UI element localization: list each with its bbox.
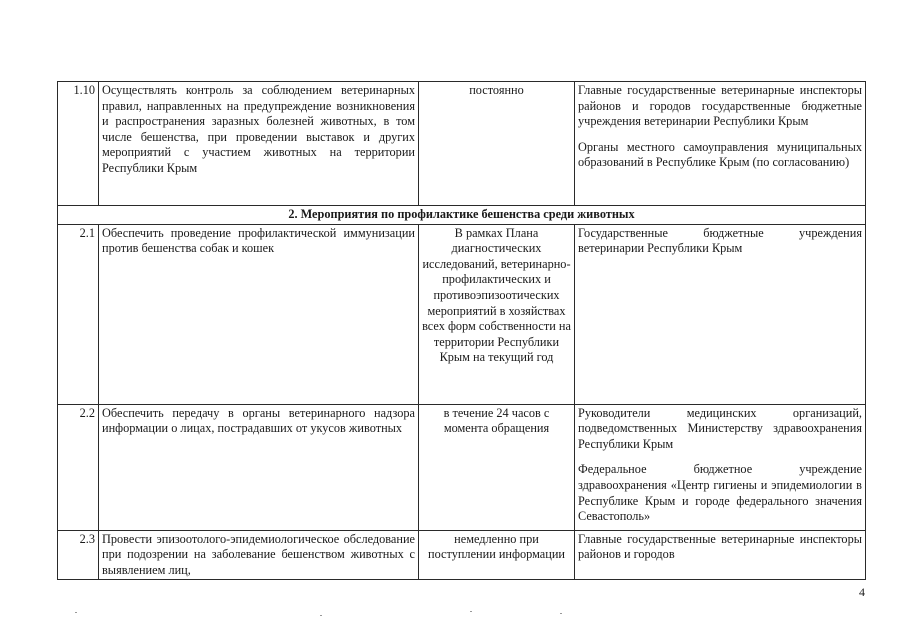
responsible-cell	[575, 82, 866, 206]
row-number: 2.1	[58, 224, 99, 404]
responsible-party: Государственные бюджетные учреждения ветеринарии Республики Крым	[578, 225, 862, 256]
row-number: 2.2	[58, 404, 99, 530]
responsible-party: Руководители медицинских организаций, подведомственных Министерству здравоохранения Республики Крым	[578, 405, 862, 451]
action-cell: Обеспечить проведение профилактической иммунизации против бешенства собак и кошек	[99, 224, 419, 404]
table-row	[58, 530, 866, 580]
responsible-cell	[575, 224, 866, 404]
responsible-party: Органы местного самоуправления муниципальных образований в Республике Крым (по согласованию)	[578, 139, 862, 170]
scan-speck	[470, 611, 472, 612]
row-number: 2.3	[58, 530, 99, 580]
action-cell: Провести эпизоотолого-эпидемиологическое обследование при подозрении на заболевание бешенством животных с выявлением лиц,	[99, 530, 419, 580]
term-cell: немедленно при поступлении информации	[419, 530, 575, 580]
action-cell: Обеспечить передачу в органы ветеринарного надзора информации о лицах, пострадавших от укусов животных	[99, 404, 419, 530]
scan-speck	[560, 613, 562, 614]
table-row	[58, 82, 866, 206]
term-cell: постоянно	[419, 82, 575, 206]
table-row	[58, 224, 866, 404]
row-number: 1.10	[58, 82, 99, 206]
measures-table	[57, 81, 866, 580]
responsible-cell	[575, 530, 866, 580]
scan-speck	[75, 612, 77, 613]
table-row	[58, 404, 866, 530]
responsible-cell	[575, 404, 866, 530]
page-number: 4	[859, 585, 865, 599]
action-cell: Осуществлять контроль за соблюдением ветеринарных правил, направленных на предупреждение возникновения и распространения заразных болезней животных, в том числе бешенства, при проведении выставок и других мероприятий с участием животных на территории Республики Крым	[99, 82, 419, 206]
responsible-party: Федеральное бюджетное учреждение здравоохранения «Центр гигиены и эпидемиологии в Республике Крым и городе федерального значения Севастополь»	[578, 462, 862, 524]
responsible-party: Главные государственные ветеринарные инспекторы районов и городов	[578, 531, 862, 562]
section-row	[58, 206, 866, 225]
term-cell: В рамках Плана диагностических исследований, ветеринарно-профилактических и противоэпизоотических мероприятий в хозяйствах всех форм собственности на территории Республики Крым на текущий год	[419, 224, 575, 404]
responsible-party: Главные государственные ветеринарные инспекторы районов и городов государственные бюджетные учреждения ветеринарии Республики Крым	[578, 83, 862, 129]
scan-speck	[320, 615, 322, 616]
section-heading: 2. Мероприятия по профилактике бешенства среди животных	[58, 206, 866, 225]
term-cell: в течение 24 часов с момента обращения	[419, 404, 575, 530]
